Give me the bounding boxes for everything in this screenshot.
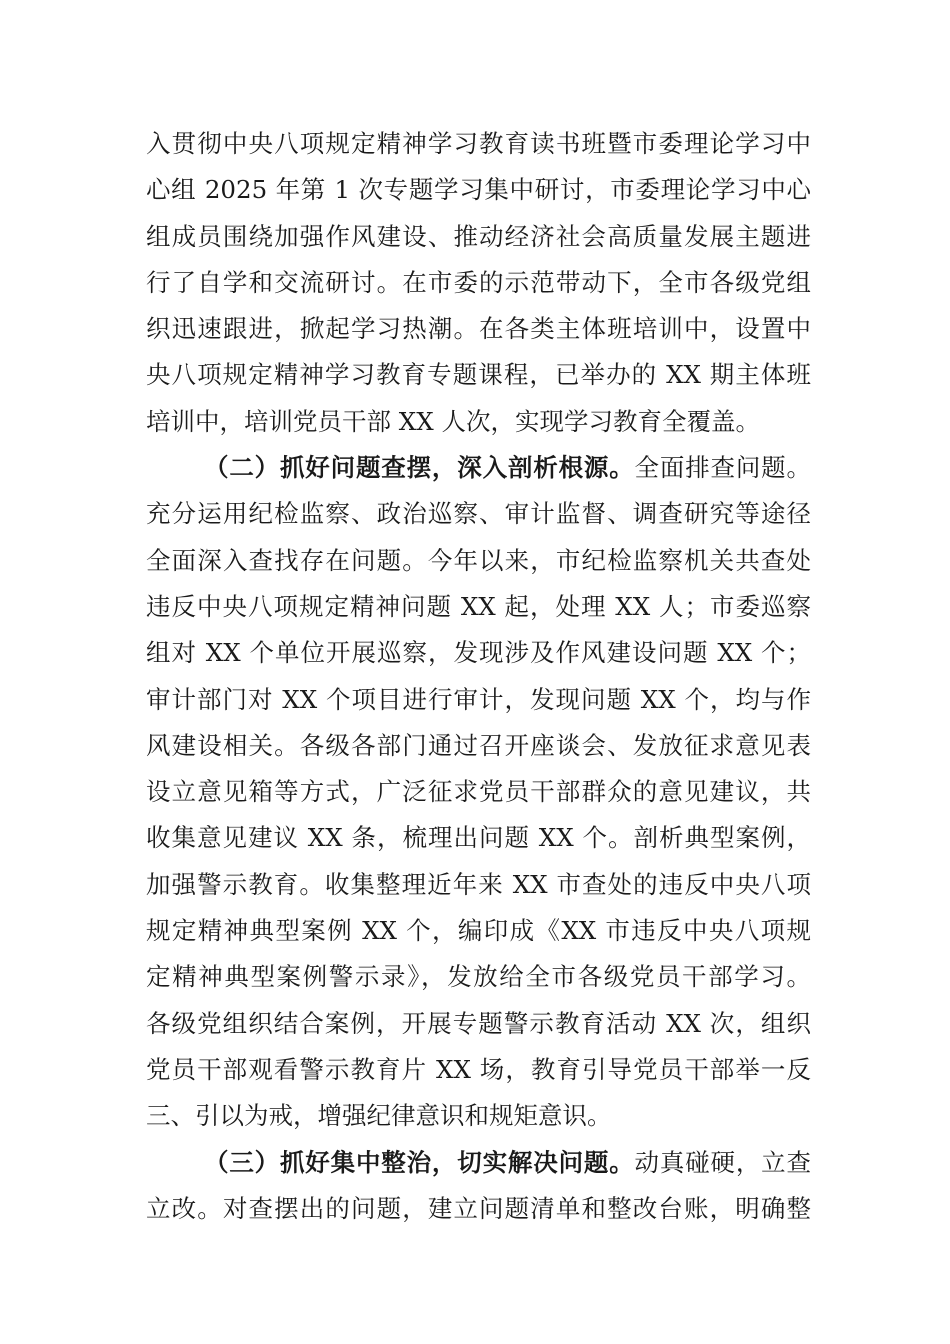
- paragraph-line: 行了自学和交流研讨。在市委的示范带动下，全市各级党组: [146, 267, 811, 297]
- paragraph-line: 组成员围绕加强作风建设、推动经济社会高质量发展主题进: [146, 221, 811, 251]
- paragraph-line: 各级党组织结合案例，开展专题警示教育活动 XX 次，组织: [146, 1008, 811, 1038]
- paragraph-line: 规定精神典型案例 XX 个，编印成《XX 市违反中央八项规: [146, 916, 811, 946]
- paragraph-line: 违反中央八项规定精神问题 XX 起，处理 XX 人；市委巡察: [146, 591, 811, 621]
- section-three-heading: （三）抓好集中整治，切实解决问题。: [204, 1147, 635, 1177]
- document-body: [146, 121, 811, 1232]
- section-three-first-line: [146, 1140, 811, 1186]
- paragraph-line: 全面深入查找存在问题。今年以来，市纪检监察机关共查处: [146, 545, 811, 575]
- section-two-lead: 全面排查问题。: [634, 453, 811, 483]
- section-two-heading: （二）抓好问题查摆，深入剖析根源。: [204, 453, 635, 483]
- paragraph-line: 设立意见箱等方式，广泛征求党员干部群众的意见建议，共: [146, 777, 811, 807]
- paragraph-line: 立改。对查摆出的问题，建立问题清单和整改台账，明确整: [146, 1193, 811, 1223]
- paragraph-line: 组对 XX 个单位开展巡察，发现涉及作风建设问题 XX 个；: [146, 638, 811, 668]
- paragraph-line: 心组 2025 年第 1 次专题学习集中研讨，市委理论学习中心: [146, 175, 811, 205]
- paragraph-line: 定精神典型案例警示录》，发放给全市各级党员干部学习。: [146, 962, 811, 992]
- paragraph-line: 审计部门对 XX 个项目进行审计，发现问题 XX 个，均与作: [146, 684, 811, 714]
- paragraph-line: 培训中，培训党员干部 XX 人次，实现学习教育全覆盖。: [146, 406, 760, 436]
- section-three-lead: 动真碰硬，立查: [634, 1147, 811, 1177]
- paragraph-line: 风建设相关。各级各部门通过召开座谈会、发放征求意见表: [146, 730, 811, 760]
- paragraph-line: 央八项规定精神学习教育专题课程，已举办的 XX 期主体班: [146, 360, 811, 390]
- section-two-first-line: [146, 445, 811, 491]
- paragraph-line: 收集意见建议 XX 条，梳理出问题 XX 个。剖析典型案例，: [146, 823, 811, 853]
- paragraph-line: 入贯彻中央八项规定精神学习教育读书班暨市委理论学习中: [146, 129, 811, 158]
- paragraph-line: 三、引以为戒，增强纪律意识和规矩意识。: [146, 1101, 612, 1131]
- paragraph-line: 加强警示教育。收集整理近年来 XX 市查处的违反中央八项: [146, 869, 811, 899]
- paragraph-line: 织迅速跟进，掀起学习热潮。在各类主体班培训中，设置中: [146, 314, 811, 344]
- paragraph-line: 充分运用纪检监察、政治巡察、审计监督、调查研究等途径: [146, 499, 811, 529]
- paragraph-line: 党员干部观看警示教育片 XX 场，教育引导党员干部举一反: [146, 1054, 811, 1084]
